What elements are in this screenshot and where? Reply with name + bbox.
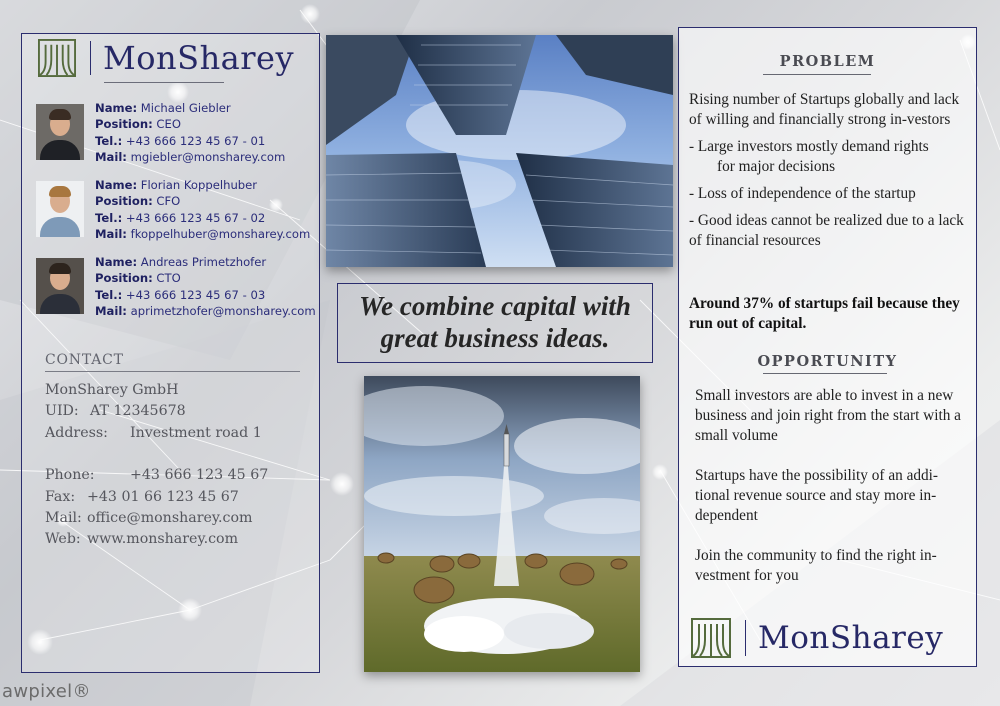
- slogan-box: [337, 283, 653, 363]
- member-info: [95, 254, 316, 331]
- phone-label: Phone:: [45, 467, 95, 484]
- mail-label: Mail:: [95, 227, 127, 242]
- opportunity-para-1: Small investors are able to invest in a new business and join right from the start with a small volume: [695, 387, 961, 444]
- slogan-line-2: great business ideas.: [380, 323, 610, 353]
- opportunity-para-2: Startups have the possibility of an addi-tional revenue source and stay more in-dependent: [695, 467, 939, 524]
- name-label: Name:: [95, 255, 138, 269]
- problem-heading: PROBLEM: [779, 53, 876, 70]
- tel-label: Tel.:: [95, 210, 123, 225]
- opportunity-heading: OPPORTUNITY: [757, 353, 898, 370]
- tel-label: Tel.:: [95, 287, 123, 302]
- problem-point-1-text: - Large investors mostly demand rights: [689, 138, 929, 155]
- web-value: www.monsharey.com: [87, 531, 239, 548]
- problem-point-1-cont: for major decisions: [717, 158, 836, 175]
- team-list: [36, 100, 316, 331]
- brand-header: [38, 39, 294, 77]
- uid-label: UID:: [45, 403, 79, 420]
- brand-underline: [104, 82, 224, 83]
- name-label: Name:: [95, 178, 138, 192]
- slogan-line-1: We combine capital with: [359, 291, 631, 321]
- name-label: Name:: [95, 101, 138, 115]
- brand-divider: [745, 620, 746, 656]
- fax-row: [45, 487, 268, 508]
- problem-divider: [763, 74, 871, 75]
- team-member: [36, 100, 316, 177]
- monsharey-logo-icon: [38, 39, 76, 77]
- phone-value: +43 666 123 45 67: [130, 467, 269, 484]
- member-name: Florian Koppelhuber: [137, 178, 258, 192]
- member-photo: [36, 258, 84, 314]
- watermark: awpixel®: [2, 681, 91, 702]
- address-label: Address:: [45, 424, 108, 441]
- member-mail: mgiebler@monsharey.com: [126, 150, 286, 165]
- mail-label: Mail:: [95, 150, 127, 165]
- team-member: [36, 177, 316, 254]
- position-label: Position:: [95, 117, 153, 132]
- member-name: Andreas Primetzhofer: [137, 255, 267, 269]
- company-name: MonSharey GmbH: [45, 382, 179, 398]
- mail-value: office@monsharey.com: [87, 510, 253, 527]
- member-position: CEO: [152, 117, 181, 132]
- fax-value: +43 01 66 123 45 67: [87, 488, 239, 505]
- footer-brand: [691, 618, 943, 658]
- mail-row: [45, 508, 268, 529]
- uid-value: AT 12345678: [90, 403, 186, 420]
- problem-opportunity-panel: [678, 27, 977, 667]
- rocket-launch-photo: [364, 376, 640, 672]
- contact-details: [45, 380, 268, 551]
- contact-heading: CONTACT: [45, 352, 124, 368]
- member-position: CTO: [152, 271, 181, 286]
- problem-intro: Rising number of Startups globally and lack of willing and financially strong in-vestors: [689, 91, 960, 128]
- fax-label: Fax:: [45, 488, 76, 505]
- member-position: CFO: [152, 194, 181, 209]
- address-value: Investment road 1: [130, 424, 262, 441]
- member-photo: [36, 104, 84, 160]
- opportunity-para-3: Join the community to find the right in-vestment for you: [695, 547, 937, 584]
- mail-label: Mail:: [45, 510, 82, 527]
- member-tel: +43 666 123 45 67 - 03: [122, 287, 266, 302]
- member-mail: aprimetzhofer@monsharey.com: [126, 304, 316, 319]
- skyscrapers-photo: [326, 35, 673, 267]
- problem-highlight: Around 37% of startups fail because they run out of capital.: [689, 295, 960, 332]
- team-member: [36, 254, 316, 331]
- phone-row: [45, 465, 268, 486]
- problem-text: [689, 90, 969, 258]
- opportunity-divider: [763, 373, 887, 374]
- problem-point-3: - Good ideas cannot be realized due to a lack of financial resources: [689, 212, 964, 249]
- member-info: [95, 177, 310, 254]
- tel-label: Tel.:: [95, 133, 123, 148]
- position-label: Position:: [95, 194, 153, 209]
- member-photo: [36, 181, 84, 237]
- web-row: [45, 529, 268, 550]
- brand-name: MonSharey: [103, 39, 295, 77]
- team-contact-panel: [21, 33, 320, 673]
- problem-point-1: [689, 137, 969, 177]
- member-tel: +43 666 123 45 67 - 01: [122, 133, 266, 148]
- uid-row: [45, 401, 268, 422]
- brand-name: MonSharey: [758, 620, 944, 656]
- member-info: [95, 100, 285, 177]
- contact-divider: [45, 371, 300, 372]
- position-label: Position:: [95, 271, 153, 286]
- member-name: Michael Giebler: [137, 101, 231, 115]
- brand-divider: [90, 41, 91, 75]
- monsharey-logo-icon: [691, 618, 731, 658]
- mail-label: Mail:: [95, 304, 127, 319]
- web-label: Web:: [45, 531, 81, 548]
- member-tel: +43 666 123 45 67 - 02: [122, 210, 266, 225]
- problem-point-2: - Loss of independence of the startup: [689, 185, 916, 202]
- member-mail: fkoppelhuber@monsharey.com: [126, 227, 311, 242]
- address-row: [45, 423, 268, 444]
- opportunity-text: [695, 386, 970, 606]
